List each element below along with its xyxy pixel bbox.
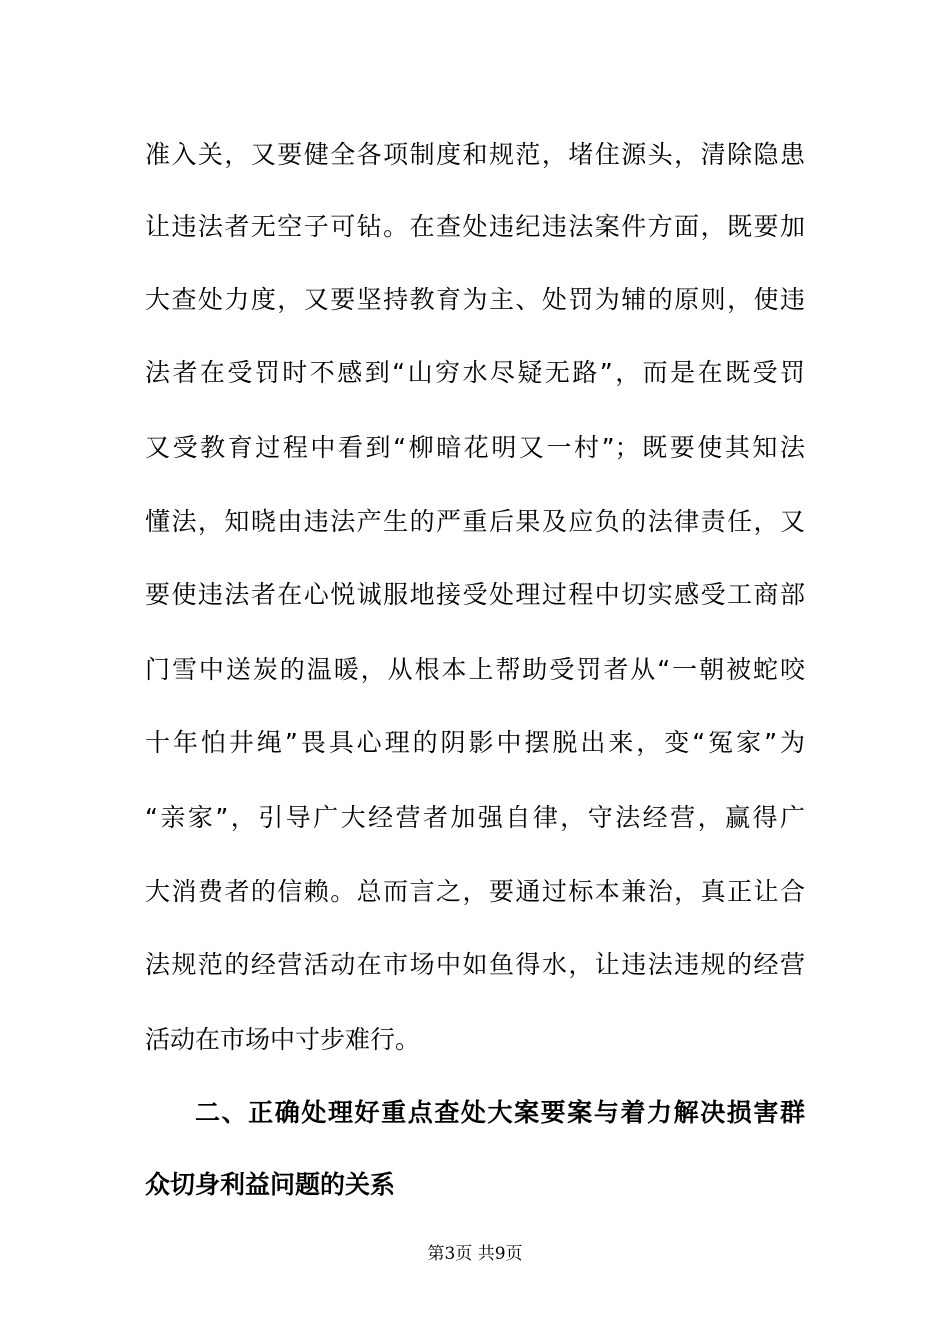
paragraph-line: 让违法者无空子可钻。在查处违纪违法案件方面，既要加 [145,212,805,241]
page-number-footer: 第3页 共9页 [427,1244,523,1264]
paragraph-line: 要使违法者在心悦诚服地接受处理过程中切实感受工商部 [145,580,805,609]
paragraph-line: 大消费者的信赖。总而言之，要通过标本兼治，真正让合 [145,877,805,906]
paragraph-line: “亲家”，引导广大经营者加强自律，守法经营，赢得广 [145,803,805,832]
section-heading: 二、正确处理好重点查处大案要案与着力解决损害群 [195,1098,805,1127]
paragraph-line: 又受教育过程中看到“柳暗花明又一村”；既要使其知法 [145,433,805,462]
paragraph-line: 十年怕井绳”畏具心理的阴影中摆脱出来，变“冤家”为 [145,728,805,757]
paragraph-line: 法规范的经营活动在市场中如鱼得水，让违法违规的经营 [145,950,805,979]
paragraph-line: 准入关，又要健全各项制度和规范，堵住源头，清除隐患 [145,140,805,169]
paragraph-line: 活动在市场中寸步难行。 [145,1025,421,1054]
paragraph-line: 大查处力度，又要坚持教育为主、处罚为辅的原则，使违 [145,285,805,314]
paragraph-line: 法者在受罚时不感到“山穷水尽疑无路”，而是在既受罚 [145,358,805,387]
section-heading-continued: 众切身利益问题的关系 [145,1170,396,1199]
paragraph-line: 懂法，知晓由违法产生的严重后果及应负的法律责任，又 [145,507,805,536]
paragraph-line: 门雪中送炭的温暖，从根本上帮助受罚者从“一朝被蛇咬 [145,655,805,684]
